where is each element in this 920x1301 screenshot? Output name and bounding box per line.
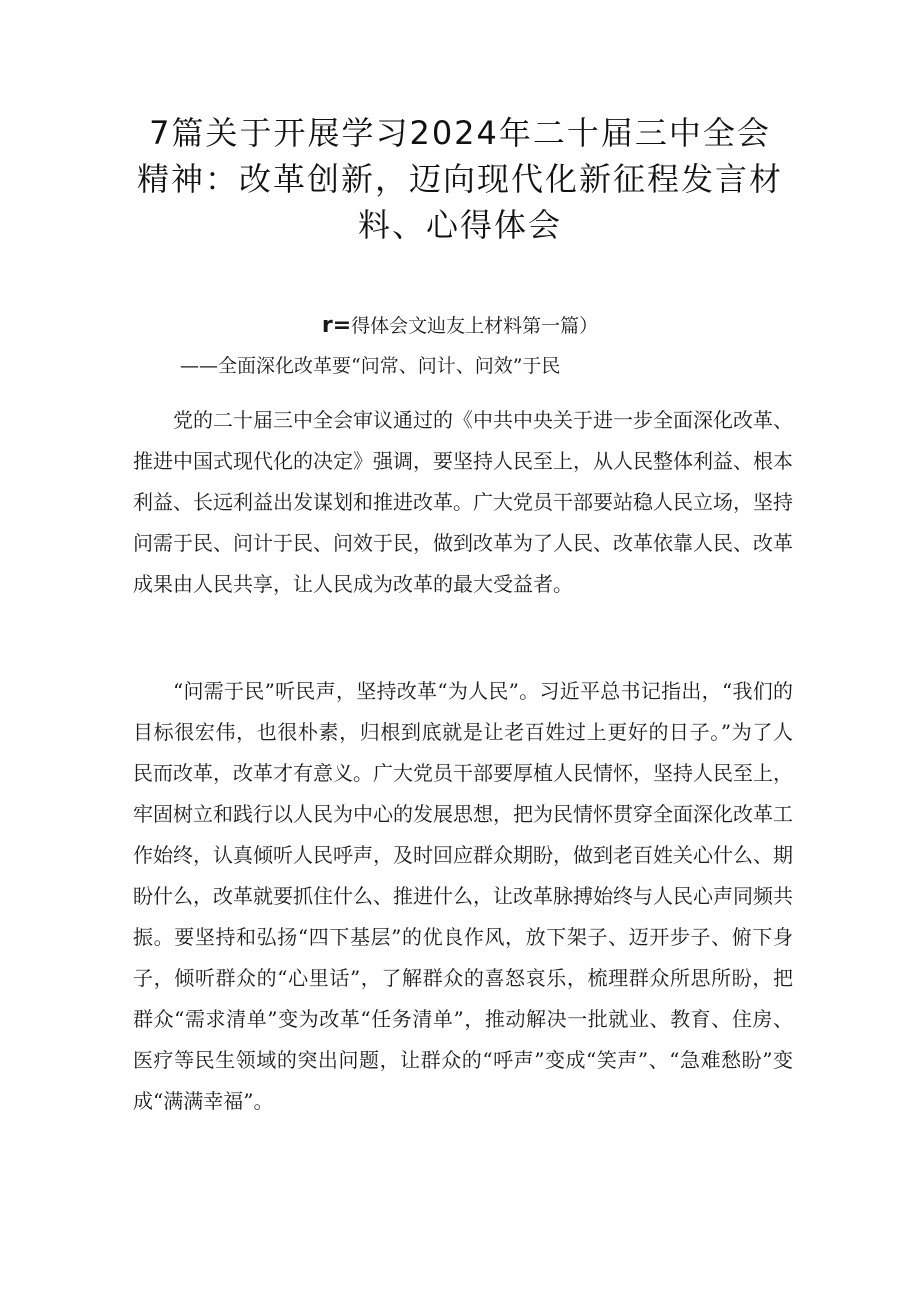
paragraph-block-2 xyxy=(133,671,793,1122)
section-heading-lead: r= xyxy=(321,313,352,338)
paragraph-block-1 xyxy=(133,400,793,605)
title-line-2: 精神：改革创新，迈向现代化新征程发言材 xyxy=(136,160,783,198)
section-subtitle: ——全面深化改革要“问常、问计、问效”于民 xyxy=(180,355,561,377)
paragraph-2: “问需于民”听民声，坚持改革“为人民”。习近平总书记指出，“我们的目标很宏伟，也很朴素，归根到底就是让老百姓过上更好的日子。”为了人民而改革，改革才有意义。广大党员干部要厚植人民情怀，坚持人民至上，牢固树立和践行以人民为中心的发展思想，把为民情怀贯穿全面深化改革工作始终，认真倾听人民呼声，及时回应群众期盼，做到老百姓关心什么、期盼什么，改革就要抓住什么、推进什么，让改革脉搏始终与人民心声同频共振。要坚持和弘扬“四下基层”的优良作风，放下架子、迈开步子、俯下身子，倾听群众的“心里话”，了解群众的喜怒哀乐，梳理群众所思所盼，把群众“需求清单”变为改革“任务清单”，推动解决一批就业、教育、住房、医疗等民生领域的突出问题，让群众的“呼声”变成“笑声”、“急难愁盼”变成“满满幸福”。 xyxy=(133,679,793,1113)
document-title xyxy=(100,110,820,248)
section-heading-rest: 得体会文辿友上材料第一篇） xyxy=(351,315,599,337)
paragraph-1: 党的二十届三中全会审议通过的《中共中央关于进一步全面深化改革、推进中国式现代化的决定》强调，要坚持人民至上，从人民整体利益、根本利益、长远利益出发谋划和推进改革。广大党员干部要站稳人民立场，坚持问需于民、问计于民、问效于民，做到改革为了人民、改革依靠人民、改革成果由人民共享，让人民成为改革的最大受益者。 xyxy=(133,408,793,596)
section-heading xyxy=(150,312,770,340)
title-line-1: 7篇关于开展学习2024年二十届三中全会 xyxy=(149,114,771,152)
title-line-3: 料、心得体会 xyxy=(357,206,562,244)
